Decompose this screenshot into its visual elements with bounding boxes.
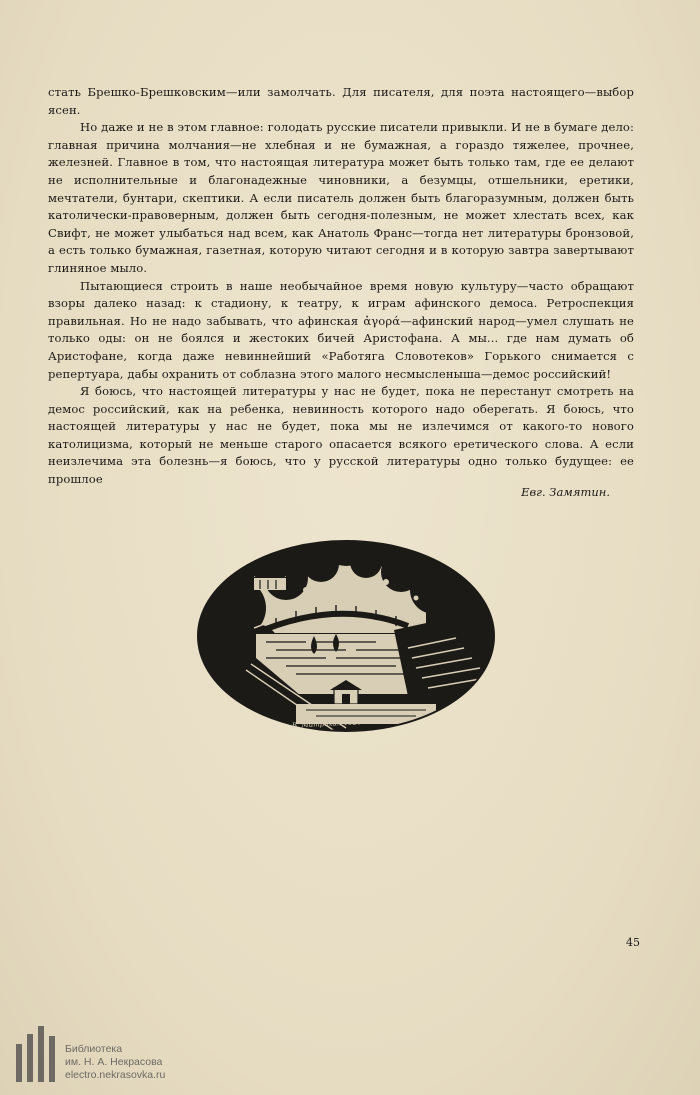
library-line1: Библиотека bbox=[65, 1043, 123, 1055]
paragraph: Но даже и не в этом главное: голодать русские писатели привыкли. И не в бумаге дело: главная причина молчания—не хлебная и не бумажная, а гораздо тяжелее, прочнее, железней. Главное в том, что настоящая литература может быть только там, где ее делают не исполнительные и благонадежные чиновники, а безумцы, отшельники, еретики, мечтатели, бунтари, скептики. А если писатель должен быть благоразумным, должен быть католически-правоверным, должен быть сегодня-полезным, не может хлестать всех, как Свифт, не может улыбаться над всем, как Анатоль Франс—тогда нет литературы бронзовой, а есть только бумажная, газетная, которую читают сегодня и в которую завтра завертывают глиняное мыло. bbox=[48, 120, 634, 275]
library-url: electro.nekrasovka.ru bbox=[65, 1069, 166, 1081]
library-watermark bbox=[16, 1026, 165, 1082]
library-line2: им. Н. А. Некрасова bbox=[65, 1056, 163, 1068]
article-body bbox=[48, 84, 634, 489]
author-signature: Евг. Замятин. bbox=[521, 485, 610, 499]
library-logo-icon bbox=[16, 1026, 55, 1082]
vignette-engraving bbox=[196, 538, 496, 734]
paragraph: стать Брешко-Брешковским—или замолчать. Для писателя, для поэта настоящего—выбор ясен. bbox=[48, 85, 634, 117]
paragraph: Пытающиеся строить в наше необычайное время новую культуру—часто обращают взоры далеко назад: к стадиону, к театру, к играм афинского демоса. Ретроспекция правильная. Но не надо забывать, что афинская ἀγορά—афинский народ—умел слушать не только оды: он не боялся и жестоких бичей Аристофана. А мы... где нам думать об Аристофане, когда даже невиннейший «Работяга Словотеков» Горького снимается с репертуара, дабы охранить от соблазна этого малого несмысленыша—демос российский! bbox=[48, 278, 634, 381]
artist-signature: В. Митрохин 1920 bbox=[291, 718, 362, 730]
page-number: 45 bbox=[626, 936, 640, 949]
paragraph: Я боюсь, что настоящей литературы у нас не будет, пока не перестанут смотреть на демос российский, как на ребенка, невинность которого надо оберегать. Я боюсь, что настоящей литературы у нас не будет, пока мы не излечимся от какого-то нового католицизма, который не меньше старого опасается всякого еретического слова. А если неизлечима эта болезнь—я боюсь, что у русской литературы одно только будущее: ее прошлое bbox=[48, 384, 634, 487]
